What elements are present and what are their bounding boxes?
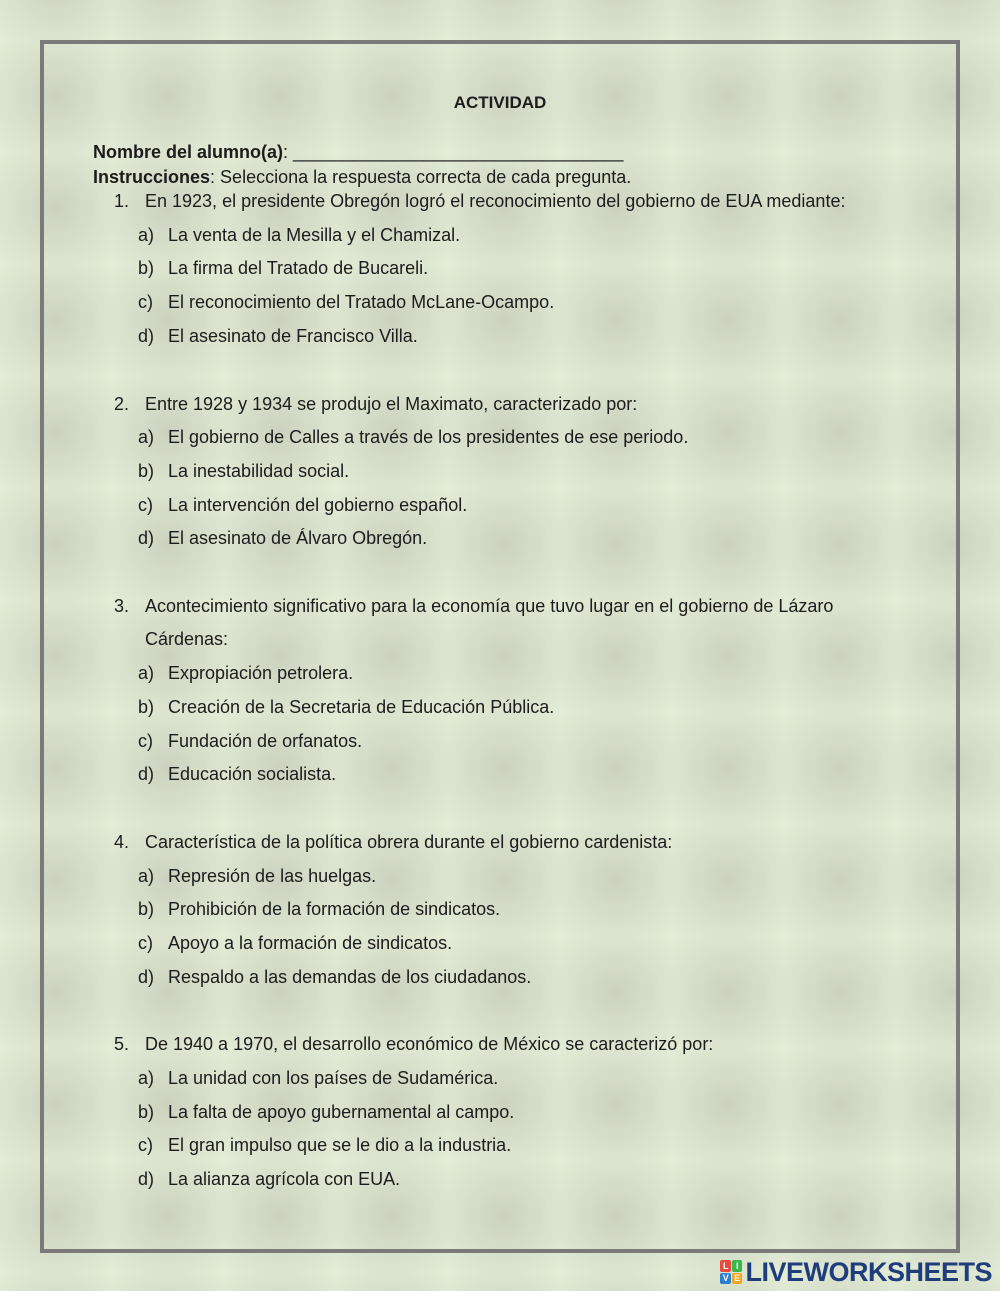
- option-text: La inestabilidad social.: [168, 461, 350, 481]
- q3-option-b[interactable]: [138, 697, 554, 718]
- question-number: 2.: [114, 394, 130, 414]
- option-letter: b): [138, 899, 155, 919]
- instructions-text: : Selecciona la respuesta correcta de cada pregunta.: [210, 167, 632, 187]
- q3-option-c[interactable]: [138, 731, 362, 752]
- question-text: De 1940 a 1970, el desarrollo económico de México se caracterizó por:: [145, 1034, 714, 1054]
- question-text: Característica de la política obrera durante el gobierno cardenista:: [145, 832, 673, 852]
- option-letter: a): [138, 866, 155, 886]
- question-text: Acontecimiento significativo para la economía que tuvo lugar en el gobierno de Lázaro: [145, 596, 834, 616]
- logo-mark-letter: I: [732, 1260, 743, 1272]
- option-letter: b): [138, 461, 155, 481]
- q4-option-a[interactable]: [138, 866, 376, 887]
- option-letter: d): [138, 326, 155, 346]
- q2-option-b[interactable]: [138, 461, 349, 482]
- logo-text: LIVEWORKSHEETS: [745, 1256, 992, 1287]
- q5-option-c[interactable]: [138, 1135, 511, 1156]
- question-4: [114, 832, 672, 853]
- q2-option-c[interactable]: [138, 495, 467, 516]
- option-letter: c): [138, 933, 153, 953]
- question-5: [114, 1034, 713, 1055]
- q3-option-a[interactable]: [138, 663, 353, 684]
- q1-option-b[interactable]: [138, 258, 428, 279]
- q1-option-a[interactable]: [138, 225, 460, 246]
- option-text: El reconocimiento del Tratado McLane-Ocampo.: [168, 292, 555, 312]
- page-title: ACTIVIDAD: [453, 93, 547, 112]
- option-letter: c): [138, 1135, 153, 1155]
- student-name-blank[interactable]: : _________________________________: [283, 142, 624, 162]
- option-letter: d): [138, 967, 155, 987]
- q2-option-d[interactable]: [138, 528, 427, 549]
- option-text: La venta de la Mesilla y el Chamizal.: [168, 225, 461, 245]
- student-name-line: [93, 142, 623, 163]
- option-letter: a): [138, 1068, 155, 1088]
- option-letter: b): [138, 258, 155, 278]
- option-text: La alianza agrícola con EUA.: [168, 1169, 401, 1189]
- option-text: El gran impulso que se le dio a la industria.: [168, 1135, 512, 1155]
- option-text: Creación de la Secretaria de Educación Pública.: [168, 697, 555, 717]
- option-text: El asesinato de Francisco Villa.: [168, 326, 418, 346]
- logo-mark-letter: V: [720, 1273, 731, 1285]
- question-3: [114, 596, 833, 617]
- question-number: 1.: [114, 191, 130, 211]
- logo-mark-icon: [720, 1260, 742, 1284]
- option-letter: a): [138, 225, 155, 245]
- option-text: Educación socialista.: [168, 764, 337, 784]
- question-number: 5.: [114, 1034, 130, 1054]
- q3-option-d[interactable]: [138, 764, 336, 785]
- option-text: La unidad con los países de Sudamérica.: [168, 1068, 499, 1088]
- logo-mark-letter: L: [720, 1260, 731, 1272]
- option-letter: b): [138, 1102, 155, 1122]
- q1-option-d[interactable]: [138, 326, 418, 347]
- option-text: La falta de apoyo gubernamental al campo.: [168, 1102, 515, 1122]
- question-3-continued: Cárdenas:: [145, 629, 229, 649]
- option-text: El gobierno de Calles a través de los presidentes de ese periodo.: [168, 427, 689, 447]
- q5-option-b[interactable]: [138, 1102, 514, 1123]
- option-text: Prohibición de la formación de sindicatos.: [168, 899, 501, 919]
- option-letter: c): [138, 731, 153, 751]
- question-2: [114, 394, 637, 415]
- q4-option-d[interactable]: [138, 967, 531, 988]
- option-letter: c): [138, 292, 153, 312]
- option-letter: d): [138, 1169, 155, 1189]
- q1-option-c[interactable]: [138, 292, 554, 313]
- option-letter: d): [138, 764, 155, 784]
- option-letter: a): [138, 427, 155, 447]
- q5-option-a[interactable]: [138, 1068, 498, 1089]
- student-name-label: Nombre del alumno(a): [93, 142, 284, 162]
- option-text: El asesinato de Álvaro Obregón.: [168, 528, 428, 548]
- q4-option-c[interactable]: [138, 933, 452, 954]
- q5-option-d[interactable]: [138, 1169, 400, 1190]
- option-text: Expropiación petrolera.: [168, 663, 354, 683]
- option-letter: c): [138, 495, 153, 515]
- option-letter: b): [138, 697, 155, 717]
- logo-mark-letter: E: [732, 1273, 743, 1285]
- liveworksheets-logo[interactable]: [720, 1257, 992, 1287]
- question-1: [114, 191, 845, 212]
- option-text: Respaldo a las demandas de los ciudadanos.: [168, 967, 532, 987]
- option-text: La intervención del gobierno español.: [168, 495, 468, 515]
- question-text: En 1923, el presidente Obregón logró el reconocimiento del gobierno de EUA mediante:: [145, 191, 846, 211]
- instructions-label: Instrucciones: [93, 167, 211, 187]
- option-letter: a): [138, 663, 155, 683]
- option-text: Represión de las huelgas.: [168, 866, 377, 886]
- option-text: Fundación de orfanatos.: [168, 731, 363, 751]
- question-number: 4.: [114, 832, 130, 852]
- option-text: La firma del Tratado de Bucareli.: [168, 258, 429, 278]
- q4-option-b[interactable]: [138, 899, 500, 920]
- question-text: Entre 1928 y 1934 se produjo el Maximato, caracterizado por:: [145, 394, 638, 414]
- instructions-line: [93, 167, 631, 188]
- q2-option-a[interactable]: [138, 427, 688, 448]
- option-text: Apoyo a la formación de sindicatos.: [168, 933, 453, 953]
- option-letter: d): [138, 528, 155, 548]
- question-number: 3.: [114, 596, 130, 616]
